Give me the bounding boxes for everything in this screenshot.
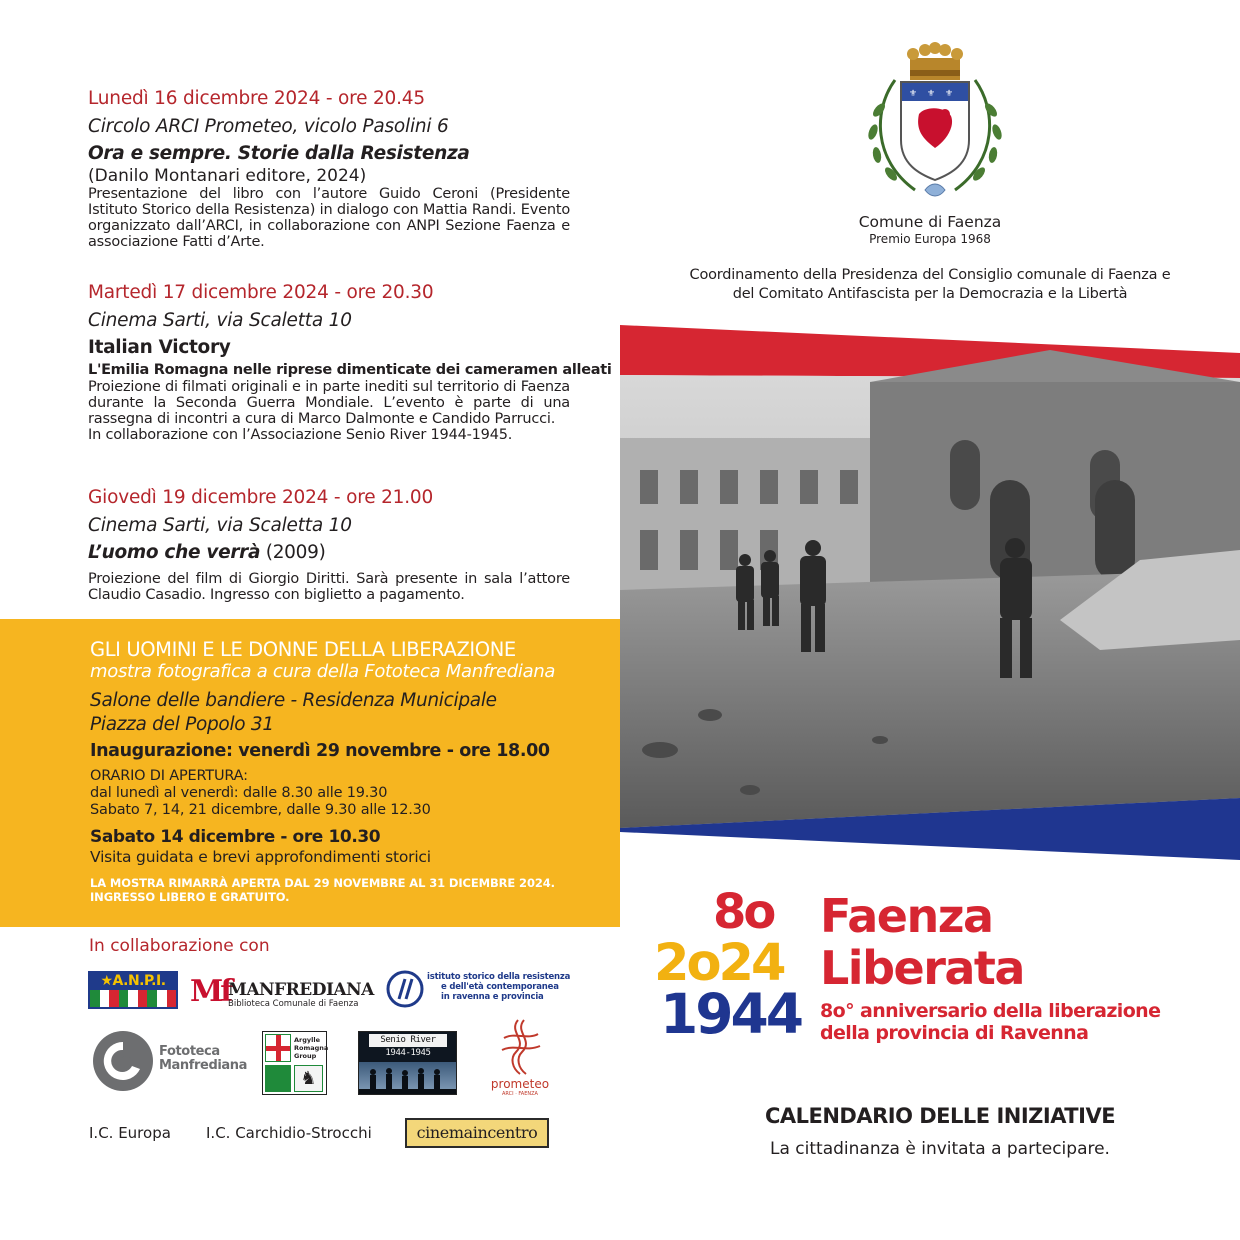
exhibition-inauguration: Inaugurazione: venerdì 29 novembre - ore 18.00 <box>90 741 550 761</box>
note-line1: LA MOSTRA RIMARRÀ APERTA DAL 29 NOVEMBRE AL 31 DICEMBRE 2024. <box>90 876 555 890</box>
fototeca-line2: Manfrediana <box>159 1058 248 1073</box>
exhibition-place <box>90 689 497 737</box>
istituto-icon <box>386 970 424 1008</box>
event-place: Circolo ARCI Prometeo, vicolo Pasolini 6 <box>88 116 449 137</box>
visit-description: Visita guidata e brevi approfondimenti storici <box>90 848 431 866</box>
senio-line2: 1944-1945 <box>385 1048 431 1058</box>
collaboration-label: In collaborazione con <box>89 936 270 956</box>
istituto-line1: istituto storico della resistenza <box>427 972 571 982</box>
event-title-text: Ora e sempre. Storie dalla Resistenza <box>88 143 470 164</box>
event-date: Lunedì 16 dicembre 2024 - ore 20.45 <box>88 88 425 109</box>
argylle-line2: Romagna <box>294 1044 329 1052</box>
manfrediana-logo <box>190 975 380 1011</box>
exhibition-place-line2: Piazza del Popolo 31 <box>90 714 274 735</box>
event-2 <box>88 281 612 443</box>
comune-name: Comune di Faenza <box>858 213 1002 231</box>
argylle-line3: Group <box>294 1052 317 1060</box>
svg-text:⚜: ⚜ <box>909 89 918 99</box>
brand-liberata: Liberata <box>820 941 1024 995</box>
prometeo-sub: ARCI · FAENZA <box>502 1091 538 1097</box>
coordination-text <box>660 266 1200 304</box>
senio-line1: Senio River <box>369 1034 447 1047</box>
argylle-cross <box>265 1034 291 1062</box>
manfrediana-name: MANFREDIANA <box>228 980 374 1000</box>
liberation-photo <box>620 320 1240 860</box>
prometeo-flame-icon <box>484 1018 556 1076</box>
event-subtitle: (Danilo Montanari editore, 2024) <box>88 166 367 186</box>
svg-text:⚜: ⚜ <box>927 89 936 99</box>
fototeca-icon <box>92 1030 154 1092</box>
year-1944: 1944 <box>660 982 802 1046</box>
argylle-logo <box>262 1031 327 1095</box>
year-2024: 2o24 <box>654 934 784 993</box>
note-line2: INGRESSO LIBERO E GRATUITO. <box>90 890 290 904</box>
anpi-logo: ★A.N.P.I. <box>88 971 178 1009</box>
faenza-crest-icon <box>855 40 1015 210</box>
school-europa: I.C. Europa <box>89 1124 171 1142</box>
brand-faenza: Faenza <box>820 889 993 943</box>
event-description: Presentazione del libro con l’autore Guido Ceroni (Presidente Istituto Storico della Resistenza) in dialogo con Mattia Randi. Evento organizzato dall’ARCI, in collaborazione con ANPI Sezione Faenza e associazione Fatti d’Arte. <box>88 186 570 250</box>
event-title: Italian Victory <box>88 337 231 358</box>
senio-river-logo <box>358 1031 457 1095</box>
exhibition-note <box>90 876 555 904</box>
anpi-text: A.N.P.I. <box>112 973 166 989</box>
hours-line2: Sabato 7, 14, 21 dicembre, dalle 9.30 alle 12.30 <box>90 802 431 818</box>
istituto-storico-logo <box>386 969 576 1011</box>
svg-text:⚜: ⚜ <box>945 89 954 99</box>
istituto-line3: in ravenna e provincia <box>441 992 544 1002</box>
event-title-year: (2009) <box>260 542 326 563</box>
exhibition-hours <box>90 768 431 819</box>
school-carchidio: I.C. Carchidio-Strocchi <box>206 1124 372 1142</box>
coord-line1: Coordinamento della Presidenza del Consiglio comunale di Faenza e <box>689 267 1171 283</box>
istituto-line2: e dell'età contemporanea <box>441 982 559 992</box>
event-1 <box>88 87 570 250</box>
soldiers-silhouette-icon <box>359 1062 457 1095</box>
exhibition-visit <box>90 827 431 867</box>
anniversary-line1: 8o° anniversario della liberazione <box>820 1000 1161 1022</box>
event-title <box>88 142 570 166</box>
coord-line2: del Comitato Antifascista per la Democrazia e la Libertà <box>732 286 1128 302</box>
exhibition-place-line1: Salone delle bandiere - Residenza Municipale <box>90 690 497 711</box>
comune-premio: Premio Europa 1968 <box>869 232 991 246</box>
anniversary-text <box>820 1000 1160 1044</box>
event-place: Cinema Sarti, via Scaletta 10 <box>88 310 352 331</box>
visit-date: Sabato 14 dicembre - ore 10.30 <box>90 827 381 847</box>
fototeca-logo <box>92 1030 248 1092</box>
prometeo-text: prometeo <box>490 1077 550 1091</box>
hours-line1: dal lunedì al venerdì: dalle 8.30 alle 19.30 <box>90 785 388 801</box>
year-80: 8o <box>713 884 774 940</box>
event-3 <box>88 486 570 603</box>
manfrediana-sub: Biblioteca Comunale di Faenza <box>228 999 359 1009</box>
hours-label: ORARIO DI APERTURA: <box>90 768 248 784</box>
calendar-subtitle: La cittadinanza è invitata a partecipare. <box>770 1139 1110 1159</box>
cinemaincentro-logo: cinemaincentro <box>405 1118 549 1148</box>
event-subtitle: L'Emilia Romagna nelle riprese dimenticate dei cameramen alleati <box>88 362 612 378</box>
prometeo-logo <box>484 1018 556 1104</box>
manfrediana-mark: Mf <box>190 974 231 1009</box>
event-date: Giovedì 19 dicembre 2024 - ore 21.00 <box>88 487 434 508</box>
argylle-line1: Argylle <box>294 1036 320 1044</box>
event-title-text: L’uomo che verrà <box>88 542 261 563</box>
event-description-2: In collaborazione con l’Associazione Senio River 1944-1945. <box>88 427 513 443</box>
event-date: Martedì 17 dicembre 2024 - ore 20.30 <box>88 282 434 303</box>
event-description: Proiezione del film di Giorgio Diritti. Sarà presente in sala l’attore Claudio Casadio. Ingresso con biglietto a pagamento. <box>88 571 570 603</box>
calendar-title: CALENDARIO DELLE INIZIATIVE <box>764 1104 1116 1128</box>
event-description: Proiezione di filmati originali e in parte inediti sul territorio di Faenza durante la Seconda Guerra Mondiale. L’evento è parte di una rassegna di incontri a cura di Marco Dalmonte e Candido Parrucci. <box>88 379 570 427</box>
rooster-icon: ♞ <box>294 1065 323 1092</box>
event-place: Cinema Sarti, via Scaletta 10 <box>88 515 352 536</box>
fototeca-line1: Fototeca <box>159 1044 220 1059</box>
event-title <box>88 541 570 565</box>
anniversary-line2: della provincia di Ravenna <box>820 1022 1089 1044</box>
exhibition-subtitle: mostra fotografica a cura della Fototeca Manfrediana <box>90 661 556 682</box>
exhibition-title: GLI UOMINI E LE DONNE DELLA LIBERAZIONE <box>90 638 516 661</box>
